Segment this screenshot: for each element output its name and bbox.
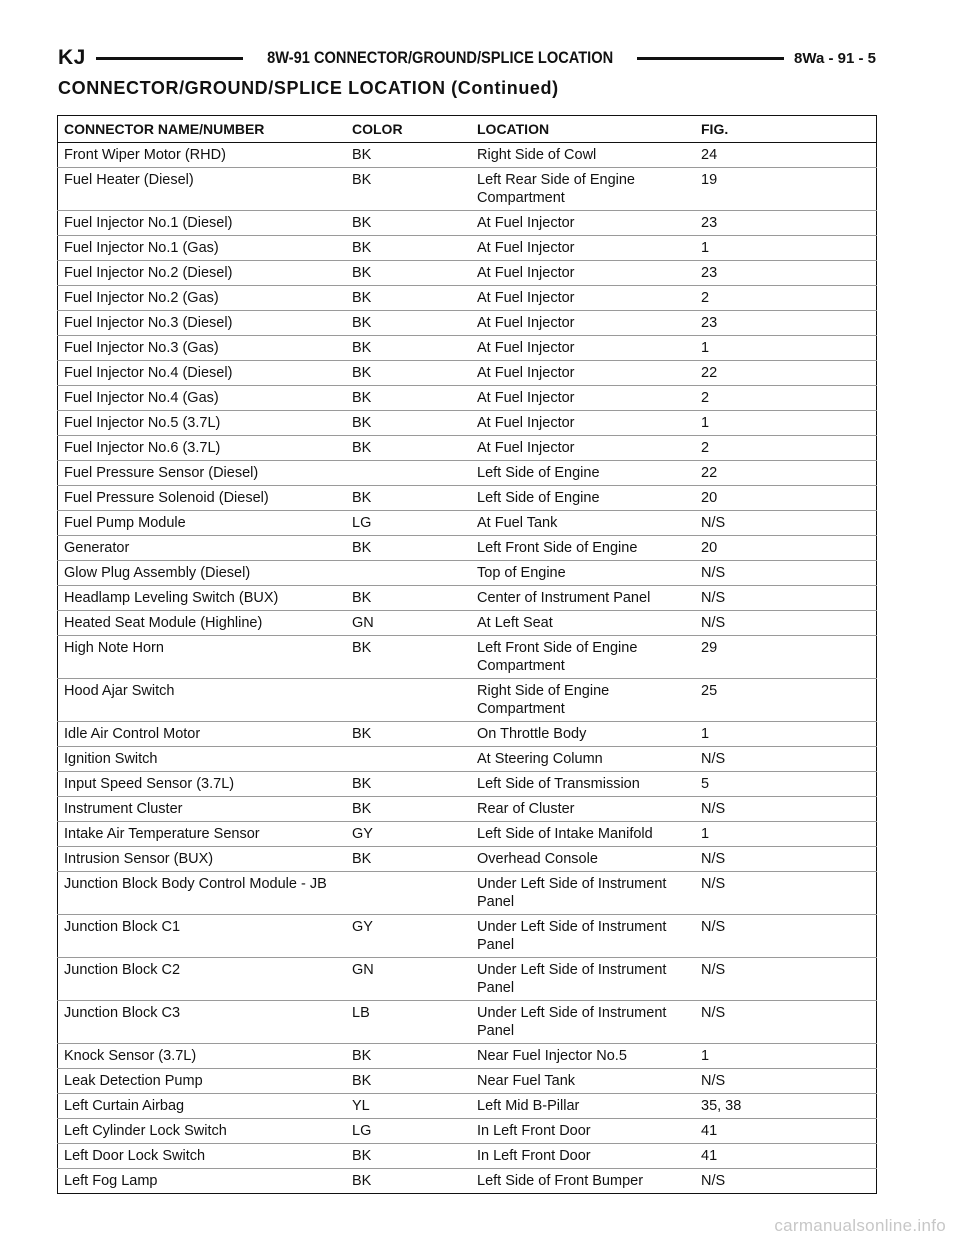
connector-name-cell: Junction Block C3 [64,1005,181,1021]
color-cell: BK [352,726,372,742]
connector-name-cell: Glow Plug Assembly (Diesel) [64,565,251,581]
fig-cell: 1 [701,726,710,742]
color-cell [346,679,471,722]
fig-cell: 1 [701,240,710,256]
color-cell: LG [352,515,372,531]
location-cell: At Fuel Injector [477,240,575,256]
table-row [58,211,877,236]
connector-name-cell: Intake Air Temperature Sensor [64,826,260,842]
table-row [58,1119,877,1144]
location-cell: Near Fuel Injector No.5 [477,1048,627,1064]
fig-cell: 1 [701,340,710,356]
table-row [58,1144,877,1169]
connector-name-cell: Fuel Injector No.2 (Gas) [64,290,219,306]
header-rule-left [96,57,243,60]
table-row [58,747,877,772]
table-row [58,636,877,679]
connector-name-cell: Fuel Injector No.4 (Gas) [64,390,219,406]
table-row [58,772,877,797]
table-row [58,586,877,611]
fig-cell: 35, 38 [701,1098,742,1114]
color-cell: BK [352,147,372,163]
location-cell: Left Side of Engine [477,490,600,506]
table-header-row [58,116,877,143]
location-cell: At Fuel Injector [477,290,575,306]
table-row [58,261,877,286]
table-row [58,822,877,847]
location-cell: At Fuel Tank [477,515,558,531]
location-cell: Left Side of Intake Manifold [477,826,653,842]
page-header [58,44,876,72]
connector-name-cell: Ignition Switch [64,751,158,767]
connector-name-cell: Fuel Injector No.3 (Gas) [64,340,219,356]
color-cell: BK [352,1048,372,1064]
fig-cell: N/S [701,751,726,767]
location-cell: Right Side of Engine Compartment [477,683,610,717]
location-cell: Right Side of Cowl [477,147,597,163]
fig-cell: 25 [701,683,718,699]
fig-cell: N/S [701,876,726,892]
fig-cell: 23 [701,215,718,231]
connector-name-cell: Left Door Lock Switch [64,1148,206,1164]
fig-cell: N/S [701,1073,726,1089]
connector-name-cell: Front Wiper Motor (RHD) [64,147,226,163]
location-cell: At Fuel Injector [477,215,575,231]
connector-name-cell: Fuel Injector No.5 (3.7L) [64,415,221,431]
location-cell: Rear of Cluster [477,801,575,817]
location-cell: Left Mid B-Pillar [477,1098,580,1114]
location-cell: On Throttle Body [477,726,587,742]
fig-cell: 41 [701,1123,718,1139]
connector-name-cell: Left Cylinder Lock Switch [64,1123,227,1139]
table-row [58,461,877,486]
table-row [58,872,877,915]
connector-name-cell: Fuel Injector No.1 (Diesel) [64,215,233,231]
table-row [58,915,877,958]
column-header-fig: FIG. [695,116,877,143]
location-cell: Under Left Side of Instrument Panel [477,1005,667,1039]
color-cell: BK [352,315,372,331]
fig-cell: 1 [701,415,710,431]
location-cell: At Fuel Injector [477,440,575,456]
connector-name-cell: Fuel Pressure Solenoid (Diesel) [64,490,269,506]
location-cell: Top of Engine [477,565,566,581]
color-cell: LG [352,1123,372,1139]
location-cell: At Fuel Injector [477,415,575,431]
location-cell: At Left Seat [477,615,553,631]
color-cell: BK [352,172,372,188]
connector-name-cell: Hood Ajar Switch [64,683,175,699]
connector-name-cell: Instrument Cluster [64,801,183,817]
table-row [58,611,877,636]
fig-cell: 2 [701,290,710,306]
table-row [58,511,877,536]
color-cell: GY [352,919,373,935]
connector-name-cell: Fuel Injector No.2 (Diesel) [64,265,233,281]
table-row [58,361,877,386]
fig-cell: 24 [701,147,718,163]
fig-cell: 29 [701,640,718,656]
table-row [58,386,877,411]
page-subtitle: CONNECTOR/GROUND/SPLICE LOCATION (Continued) [58,78,559,98]
fig-cell: 1 [701,826,710,842]
location-cell: Left Front Side of Engine [477,540,638,556]
table-row [58,536,877,561]
location-cell: At Fuel Injector [477,365,575,381]
location-cell: Overhead Console [477,851,598,867]
color-cell: BK [352,215,372,231]
color-cell [346,461,471,486]
header-rule-right [637,57,784,60]
fig-cell: N/S [701,615,726,631]
location-cell: At Fuel Injector [477,265,575,281]
location-cell: Near Fuel Tank [477,1073,576,1089]
fig-cell: 20 [701,540,718,556]
connector-name-cell: Intrusion Sensor (BUX) [64,851,214,867]
fig-cell: N/S [701,1005,726,1021]
location-cell: Under Left Side of Instrument Panel [477,876,667,910]
color-cell: BK [352,1073,372,1089]
location-cell: Under Left Side of Instrument Panel [477,919,667,953]
watermark: carmanualsonline.info [774,1216,946,1235]
page-number: 8Wa - 91 - 5 [794,49,876,67]
color-cell: BK [352,390,372,406]
column-header-location: LOCATION [471,116,695,143]
color-cell: BK [352,851,372,867]
table-row [58,722,877,747]
table-row [58,336,877,361]
connector-name-cell: Heated Seat Module (Highline) [64,615,263,631]
connector-name-cell: Knock Sensor (3.7L) [64,1048,197,1064]
fig-cell: 23 [701,315,718,331]
location-cell: In Left Front Door [477,1148,591,1164]
fig-cell: N/S [701,1173,726,1189]
column-header-color: COLOR [346,116,471,143]
vehicle-code: KJ [58,46,86,69]
table-row [58,1044,877,1069]
table-row [58,1001,877,1044]
fig-cell: N/S [701,565,726,581]
table-row [58,797,877,822]
connector-name-cell: Generator [64,540,130,556]
fig-cell: N/S [701,590,726,606]
location-cell: Left Rear Side of Engine Compartment [477,172,635,206]
color-cell: BK [352,1173,372,1189]
table-row [58,1069,877,1094]
color-cell: BK [352,1148,372,1164]
connector-name-cell: Fuel Injector No.4 (Diesel) [64,365,233,381]
connector-name-cell: Junction Block Body Control Module - JB [64,876,327,892]
color-cell: BK [352,415,372,431]
color-cell: GN [352,962,374,978]
fig-cell: N/S [701,515,726,531]
location-cell: At Fuel Injector [477,315,575,331]
table-row [58,436,877,461]
connector-name-cell: Junction Block C2 [64,962,181,978]
table-row [58,958,877,1001]
table-row [58,486,877,511]
connector-name-cell: Idle Air Control Motor [64,726,201,742]
connector-name-cell: Fuel Pump Module [64,515,186,531]
color-cell: GN [352,615,374,631]
fig-cell: 1 [701,1048,710,1064]
location-cell: At Fuel Injector [477,340,575,356]
color-cell: BK [352,776,372,792]
color-cell: BK [352,640,372,656]
fig-cell: 20 [701,490,718,506]
location-cell: Under Left Side of Instrument Panel [477,962,667,996]
fig-cell: 2 [701,440,710,456]
table-row [58,411,877,436]
fig-cell: 19 [701,172,718,188]
connector-name-cell: Left Fog Lamp [64,1173,158,1189]
connector-name-cell: Leak Detection Pump [64,1073,203,1089]
fig-cell: N/S [701,851,726,867]
table-row [58,1169,877,1194]
table-row [58,561,877,586]
connector-location-table [57,115,877,1194]
color-cell [346,561,471,586]
connector-name-cell: Left Curtain Airbag [64,1098,185,1114]
connector-name-cell: Fuel Injector No.6 (3.7L) [64,440,221,456]
color-cell: BK [352,440,372,456]
location-cell: At Steering Column [477,751,603,767]
table-row [58,286,877,311]
location-cell: Left Front Side of Engine Compartment [477,640,638,674]
color-cell: BK [352,365,372,381]
connector-name-cell: Fuel Pressure Sensor (Diesel) [64,465,259,481]
connector-name-cell: Fuel Injector No.3 (Diesel) [64,315,233,331]
fig-cell: N/S [701,801,726,817]
table-row [58,679,877,722]
color-cell: BK [352,290,372,306]
connector-name-cell: Fuel Injector No.1 (Gas) [64,240,219,256]
connector-name-cell: High Note Horn [64,640,164,656]
fig-cell: 22 [701,465,718,481]
location-cell: Left Side of Transmission [477,776,640,792]
table-row [58,847,877,872]
fig-cell: N/S [701,962,726,978]
connector-name-cell: Headlamp Leveling Switch (BUX) [64,590,279,606]
color-cell: BK [352,590,372,606]
column-header-name: CONNECTOR NAME/NUMBER [58,116,347,143]
location-cell: Center of Instrument Panel [477,590,651,606]
fig-cell: 5 [701,776,710,792]
table-body [58,143,877,1194]
connector-name-cell: Fuel Heater (Diesel) [64,172,194,188]
fig-cell: 23 [701,265,718,281]
fig-cell: N/S [701,919,726,935]
section-title: 8W-91 CONNECTOR/GROUND/SPLICE LOCATION [266,48,613,67]
table-row [58,236,877,261]
fig-cell: 41 [701,1148,718,1164]
table-row [58,1094,877,1119]
fig-cell: 2 [701,390,710,406]
color-cell: GY [352,826,373,842]
fig-cell: 22 [701,365,718,381]
color-cell [346,872,471,915]
color-cell: BK [352,265,372,281]
color-cell: BK [352,540,372,556]
location-cell: Left Side of Engine [477,465,600,481]
color-cell: YL [352,1098,370,1114]
location-cell: Left Side of Front Bumper [477,1173,644,1189]
color-cell: BK [352,340,372,356]
location-cell: At Fuel Injector [477,390,575,406]
connector-name-cell: Junction Block C1 [64,919,181,935]
color-cell: BK [352,240,372,256]
location-cell: In Left Front Door [477,1123,591,1139]
color-cell: LB [352,1005,370,1021]
connector-name-cell: Input Speed Sensor (3.7L) [64,776,235,792]
table-row [58,143,877,168]
color-cell [346,747,471,772]
color-cell: BK [352,490,372,506]
table-row [58,311,877,336]
color-cell: BK [352,801,372,817]
table-row [58,168,877,211]
